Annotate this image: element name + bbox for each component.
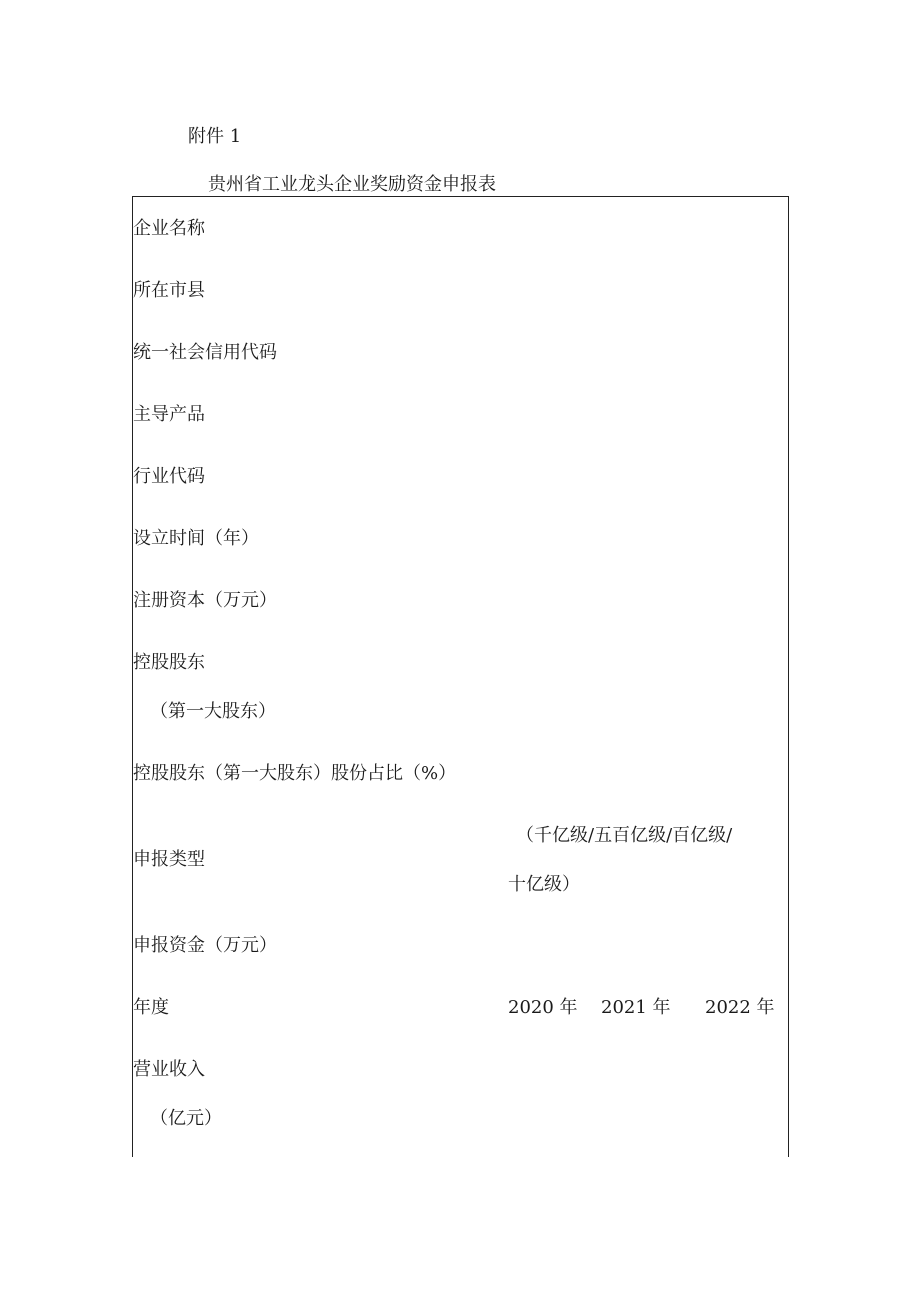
company-name-label: 企业名称 [133, 218, 205, 239]
application-type-hint-cont: 十亿级） [508, 874, 580, 895]
city-county-label: 所在市县 [133, 280, 205, 301]
shareholding-ratio-label: 控股股东（第一大股东）股份占比（%） [133, 763, 457, 784]
attachment-label: 附件 1 [188, 126, 242, 147]
registered-capital-label: 注册资本（万元） [133, 590, 277, 611]
application-fund-label: 申报资金（万元） [133, 935, 277, 956]
application-type-label: 申报类型 [133, 849, 205, 870]
year-label: 年度 [133, 997, 169, 1018]
established-year-label: 设立时间（年） [133, 528, 259, 549]
year-2021: 2021 年 [601, 997, 671, 1018]
controlling-shareholder-label: 控股股东 [133, 652, 205, 673]
year-2022: 2022 年 [705, 997, 775, 1018]
form-table-border [132, 196, 789, 1157]
revenue-label: 营业收入 [133, 1059, 205, 1080]
form-title: 贵州省工业龙头企业奖励资金申报表 [208, 174, 496, 195]
revenue-unit: （亿元） [150, 1108, 222, 1129]
credit-code-label: 统一社会信用代码 [133, 342, 277, 363]
controlling-shareholder-sub: （第一大股东） [150, 701, 276, 722]
industry-code-label: 行业代码 [133, 466, 205, 487]
year-2020: 2020 年 [508, 997, 578, 1018]
application-type-hint: （千亿级/五百亿级/百亿级/ [516, 825, 733, 846]
main-product-label: 主导产品 [133, 404, 205, 425]
